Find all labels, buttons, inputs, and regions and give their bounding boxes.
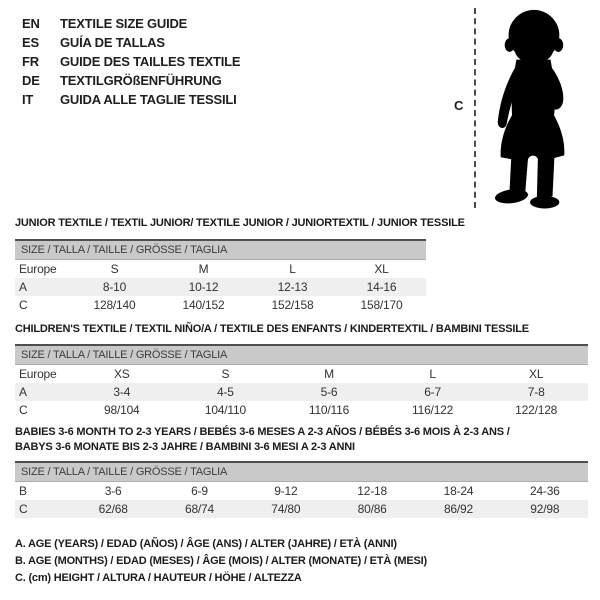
language-title: GUÍA DE TALLAS <box>60 35 165 50</box>
junior-section-heading <box>15 216 465 231</box>
size-cell: XL <box>374 262 389 276</box>
size-cell: S <box>221 367 230 381</box>
size-cell: L <box>289 262 296 276</box>
language-title: GUIDA ALLE TAGLIE TESSILI <box>60 92 237 107</box>
language-code: FR <box>22 54 39 69</box>
row-label: B <box>19 484 27 498</box>
age-cell: 6-7 <box>424 385 441 399</box>
table-row-height-cm <box>15 401 588 419</box>
height-cell: 74/80 <box>271 502 301 516</box>
babies-table-body <box>15 482 588 518</box>
legend <box>15 536 427 587</box>
legend-line-b: B. AGE (MONTHS) / EDAD (MESES) / ÂGE (MOIS) / ALTER (MONATE) / ETÀ (MESI) <box>15 555 427 567</box>
table-row-age-years <box>15 278 426 296</box>
height-cell: 62/68 <box>98 502 128 516</box>
age-cell: 3-6 <box>104 484 122 498</box>
children-table-body <box>15 365 588 419</box>
age-cell: 14-16 <box>366 280 397 294</box>
legend-line-c: C. (cm) HEIGHT / ALTURA / HAUTEUR / HÖHE / ALTEZZA <box>15 572 302 584</box>
age-cell: 4-5 <box>217 385 234 399</box>
language-row-fr <box>22 52 240 71</box>
height-cell: 98/104 <box>104 403 140 417</box>
junior-size-bar: SIZE / TALLA / TAILLE / GRÖSSE / TAGLIA <box>15 239 426 260</box>
height-cell: 128/140 <box>93 298 136 312</box>
children-heading-text: CHILDREN'S TEXTILE / TEXTIL NIÑO/A / TEXTILE DES ENFANTS / KINDERTEXTIL / BAMBINI TESSILE <box>15 323 529 335</box>
language-row-de <box>22 71 240 90</box>
row-label: Europe <box>19 367 57 381</box>
row-label: C <box>19 502 28 516</box>
size-cell: M <box>198 262 209 276</box>
junior-table-body <box>15 260 426 314</box>
age-cell: 3-4 <box>113 385 131 399</box>
table-row-age-months <box>15 482 588 500</box>
age-cell: 10-12 <box>188 280 219 294</box>
language-code: ES <box>22 35 39 50</box>
language-title: TEXTILGRÖßENFÜHRUNG <box>60 73 222 88</box>
table-row-europe <box>15 260 426 278</box>
size-cell: L <box>429 367 436 381</box>
height-cell: 116/122 <box>412 403 454 417</box>
age-cell: 7-8 <box>527 385 545 399</box>
row-label: C <box>19 403 28 417</box>
baby-figure-area <box>440 0 600 215</box>
size-cell: XS <box>113 367 130 381</box>
table-row-age-years <box>15 383 588 401</box>
row-label: C <box>19 298 28 312</box>
table-row-height-cm <box>15 500 588 518</box>
age-cell: 5-6 <box>320 385 338 399</box>
height-measure-dashed-line <box>474 8 476 208</box>
table-row-height-cm <box>15 296 426 314</box>
age-cell: 24-36 <box>529 484 560 498</box>
babies-section-heading <box>15 425 510 455</box>
children-section-heading <box>15 322 529 337</box>
age-cell: 8-10 <box>102 280 127 294</box>
language-list <box>22 14 240 109</box>
age-cell: 12-18 <box>357 484 387 498</box>
height-cell: 92/98 <box>530 502 560 516</box>
table-row-europe <box>15 365 588 383</box>
height-cell: 86/92 <box>443 502 473 516</box>
babies-size-table <box>15 461 588 518</box>
height-label-c: C <box>454 98 464 113</box>
language-title: TEXTILE SIZE GUIDE <box>60 16 188 31</box>
children-size-table <box>15 344 588 419</box>
language-row-es <box>22 33 240 52</box>
height-cell: 104/110 <box>204 403 246 417</box>
age-cell: 6-9 <box>191 484 208 498</box>
junior-heading-text: JUNIOR TEXTILE / TEXTIL JUNIOR/ TEXTILE JUNIOR / JUNIORTEXTIL / JUNIOR TESSILE <box>15 217 465 229</box>
height-cell: 110/116 <box>308 403 350 417</box>
height-cell: 158/170 <box>360 298 403 312</box>
height-cell: 80/86 <box>357 502 387 516</box>
legend-line-a: A. AGE (YEARS) / EDAD (AÑOS) / ÂGE (ANS) / ALTER (JAHRE) / ETÀ (ANNI) <box>15 538 397 550</box>
language-code: IT <box>22 92 34 107</box>
height-cell: 152/158 <box>271 298 314 312</box>
age-cell: 18-24 <box>443 484 474 498</box>
height-cell: 68/74 <box>184 502 214 516</box>
babies-heading-line2: BABYS 3-6 MONATE BIS 2-3 JAHRE / BAMBINI 3-6 MESI A 2-3 ANNI <box>15 441 355 453</box>
height-cell: 122/128 <box>515 403 558 417</box>
language-title: GUIDE DES TAILLES TEXTILE <box>60 54 241 69</box>
language-row-it <box>22 90 240 109</box>
babies-heading-line1: BABIES 3-6 MONTH TO 2-3 YEARS / BEBÉS 3-6 MESES A 2-3 AÑOS / BÉBÉS 3-6 MOIS À 2-3 ANS / <box>15 426 510 438</box>
size-cell: S <box>110 262 119 276</box>
row-label: A <box>19 385 27 399</box>
babies-size-bar: SIZE / TALLA / TAILLE / GRÖSSE / TAGLIA <box>15 461 588 482</box>
language-row-en <box>22 14 240 33</box>
row-label: A <box>19 280 27 294</box>
junior-size-table <box>15 239 426 314</box>
age-cell: 9-12 <box>274 484 298 498</box>
size-cell: XL <box>529 367 544 381</box>
baby-silhouette-icon <box>482 5 582 210</box>
children-size-bar: SIZE / TALLA / TAILLE / GRÖSSE / TAGLIA <box>15 344 588 365</box>
size-cell: M <box>324 367 334 381</box>
language-code: EN <box>22 16 40 31</box>
language-code: DE <box>22 73 40 88</box>
row-label: Europe <box>19 262 57 276</box>
height-cell: 140/152 <box>182 298 225 312</box>
age-cell: 12-13 <box>277 280 308 294</box>
